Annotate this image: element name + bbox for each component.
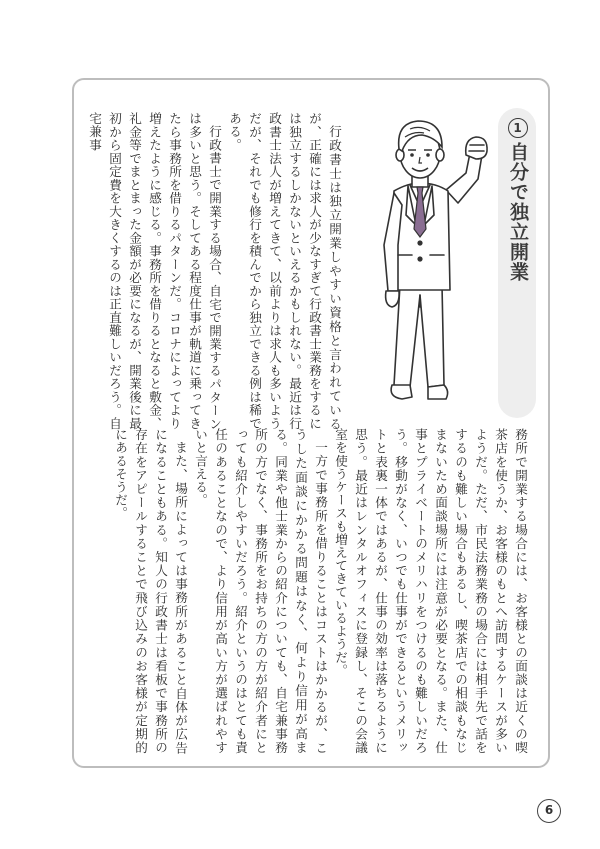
body-text-upper (86, 112, 344, 430)
section-title: 自分で独立開業 (507, 142, 529, 282)
paragraph: 行政書士は独立開業しやすい資格と言われているが、正確には求人が少なすぎて行政書士業務をするには独立するしかないといえるかもしれない。最近は行政書士法人が増えてきて、以前よりは求人も多いようだが、それでも修行を積んでから独立できる例は稀である。 (227, 112, 342, 430)
paragraph: また、場所によっては事務所があること自体が広告になることもある。知人の行政書士は看板で事務所の存在をアピールすることで飛び込みのお客様が定期的にあるそうだ。 (113, 428, 188, 754)
paragraph: 行政書士で開業する場合、自宅で開業するパターンは多いと思う。そしてある程度仕事が軌道に乗ってきたら事務所を借りるパターンだ。コロナによってより増えたように感じる。事務所を借りるとなると敷金、礼金等でまとまった金額が必要になるが、開業後に最初から固定費を大きくするのは正直難しいだろう。自宅兼事 (87, 112, 222, 430)
paragraph: 務所で開業する場合には、お客様との面談は近くの喫茶店を使うか、お客様のもとへ訪問するケースが多いようだ。ただ、市民法務業務の場合には相手先で話をするのも難しい場合もあるし、喫茶店での相談もなじまないため面談場所には注意が必要となる。また、仕事とプライベートのメリハリをつけるのも難しいだろう。移動がなく、いつでも仕事ができるというメリットと表裏一体ではあるが、仕事の効率は落ちるように思う。最近はレンタルオフィスに登録し、そこの会議室を使うケースも増えてきているようだ。 (333, 428, 528, 754)
businessman-illustration (350, 95, 500, 415)
section-number: 1 (508, 118, 528, 138)
paragraph: 一方で事務所を借りることはコストはかかるが、こうした面談にかかる問題はなく、何より信用が高まる。同業や他士業からの紹介についても、自宅兼事務所の方でなく、事務所をお持ちの方の方が紹介者にとっても紹介しやすいだろう。紹介というのはとても責任のあることなので、より信用が高い方が選ばれやすいと言える。 (193, 428, 328, 754)
section-heading (505, 118, 532, 282)
page-number: 6 (537, 799, 561, 823)
body-text-lower (86, 428, 530, 754)
